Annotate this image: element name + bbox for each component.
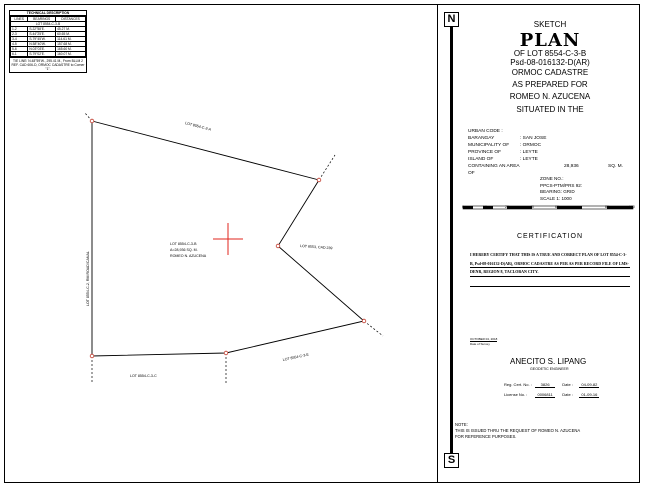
engineer-title: GEODETIC ENGINEER [530, 367, 569, 371]
col-lines: LINES [11, 17, 28, 22]
distance-cell: 114.61 M. [56, 37, 86, 42]
corner-marker-3 [276, 244, 280, 248]
note-line-1: THIS IS ISSUED THRU THE REQUEST OF ROMEO N. AZUCENA [455, 428, 581, 433]
reg-date-label: Date : [562, 382, 573, 387]
line-cell: 6-1 [11, 52, 28, 57]
title-block-divider [437, 4, 438, 483]
adjoining-line-se [364, 321, 383, 336]
scale-line: SCALE 1: 1000 [540, 195, 572, 201]
table-lot-title: LOT 8554-C-3-B [11, 22, 86, 27]
lot-number: OF LOT 8554-C-3-B [513, 49, 587, 58]
adjoining-line-ne [319, 155, 335, 180]
urban-code-value [520, 128, 590, 135]
survey-date: OCTOBER 04, 2018 [470, 337, 498, 341]
barangay-value: : SAN JOSE [520, 136, 547, 141]
reg-cert-row [504, 382, 605, 388]
bearing-line: BEARING: GRID [540, 189, 575, 194]
province-label: PROVINCE OF [468, 150, 502, 155]
license-label: License No. : [504, 392, 528, 397]
island-value: : LEYTE [520, 157, 538, 162]
scale-tick-label: 100 [629, 205, 635, 209]
certification-text: I HEREBY CERTIFY THAT THIS IS A TRUE AND CORRECT PLAN OF LOT 8554-C-3-B, Psd-08-016132-D(AR), ORMOC CADASTRE AS PER AS PER RECORD FILE OF LMS-DENR, REGION 8, TACLOBAN CITY. [470, 252, 629, 274]
urban-code-label: URBAN CODE : [468, 129, 503, 134]
lot-label-line-2: A=28,936 SQ. M. [170, 248, 198, 252]
note-line-2: FOR REFERENCE PURPOSES. [455, 434, 517, 439]
line-cell: 4-5 [11, 42, 28, 47]
certification-title: CERTIFICATION [516, 233, 584, 240]
bearing-cell: S.79°45'W. [28, 37, 56, 42]
col-distances: DISTANCES [56, 17, 86, 22]
reg-cert-no: 3826 [535, 382, 555, 388]
area-value: 28,936 [564, 164, 579, 169]
zone-no: ZONE NO.: [540, 176, 564, 181]
cadastre-name: ORMOC CADASTRE [511, 68, 589, 77]
ppcs-line: PPCS-PTM/PRS 92: [540, 182, 583, 188]
area-unit: SQ. M. [608, 164, 623, 169]
distance-cell: 160.07 M. [56, 52, 86, 57]
island-label: ISLAND OF [468, 157, 494, 162]
bottom-left-adjoining-label: LOT 8554-C-3-C [130, 374, 157, 378]
zone-info [540, 176, 582, 202]
area-label: CONTAINING AN AREA OF [468, 164, 520, 176]
bearing-cell: N.03°03'E. [28, 47, 56, 52]
distance-cell: 45.27 M. [56, 27, 86, 32]
left-adjoining-label: LOT 8554-C-2, RM ROAD/CANAL [86, 251, 90, 306]
reg-cert-label: Reg. Cert. No. : [504, 382, 532, 387]
scale-tick-label: 80 [605, 205, 609, 209]
corner-marker-6 [90, 354, 94, 358]
note-title: NOTE: [455, 422, 468, 427]
bottom-right-adjoining-label: LOT 8554-C-3-E [282, 352, 310, 362]
scale-tick-label: 20 [505, 205, 509, 209]
distance-cell: 60.65 M. [56, 32, 86, 37]
situated-in: SITUATED IN THE [516, 105, 584, 114]
province-value: : LEYTE [520, 150, 538, 155]
license-date-label: Date : [562, 392, 573, 397]
lot-label-line-3: ROMEO N. AZUCENA [170, 254, 207, 258]
corner-marker-1 [90, 119, 94, 123]
municipality-label: MUNICIPALITY OF [468, 143, 510, 148]
technical-description-title: TECHNICAL DESCRIPTION [10, 11, 86, 16]
right-adjoining-label: LOT 8553, CAD 239 [299, 244, 333, 251]
sketch-title: SKETCH [533, 20, 567, 29]
municipality-value: : ORMOC [520, 143, 542, 148]
license-row [504, 392, 605, 398]
line-cell: 5-6 [11, 47, 28, 52]
north-label: N [444, 12, 459, 27]
lot-label-line-1: LOT 8554-C-3-B [170, 242, 197, 246]
license-date: 01-09-16 [581, 392, 598, 397]
survey-date-caption: Date of Survey [470, 342, 490, 346]
top-adjoining-label: LOT 8554-C-3-A [184, 121, 212, 132]
psd-number: Psd-08-016132-D(AR) [510, 58, 590, 67]
prepared-for: AS PREPARED FOR [512, 80, 588, 89]
south-label: S [444, 453, 459, 468]
scale-tick-label: 10 [483, 205, 487, 209]
scale-tick-label: 40 [530, 205, 534, 209]
corner-marker-2 [317, 178, 321, 182]
col-bearings: BEARINGS [28, 17, 56, 22]
tie-line-text: TIE LINE: N.48°59'W., 295.41 M., From BLLM 2 REF. CAD 606-D, ORMOC CADASTRE to Corner "1". [11, 59, 85, 71]
reg-date: 04-09-82 [581, 382, 598, 387]
note-block [455, 422, 580, 440]
bearing-cell: S.22°58'E. [28, 27, 56, 32]
distance-cell: 157.68 M. [56, 42, 86, 47]
survey-date-block [470, 337, 497, 346]
owner-name: ROMEO N. AZUCENA [509, 92, 591, 101]
corner-marker-5 [224, 351, 228, 355]
bearing-cell: S.79°02'E. [28, 52, 56, 57]
scale-tick-label: 60 [555, 205, 559, 209]
line-cell: 3-4 [11, 37, 28, 42]
line-cell: 2-3 [11, 32, 28, 37]
location-info [468, 128, 623, 177]
line-cell: 1-2 [11, 27, 28, 32]
scale-tick-label: 0 [462, 205, 464, 209]
barangay-label: BARANGAY [468, 136, 495, 141]
bearing-cell: N.58°40'W. [28, 42, 56, 47]
distance-cell: 165.60 M. [56, 47, 86, 52]
plan-title: PLAN [519, 30, 581, 51]
license-no: 0006811 [535, 392, 555, 398]
corner-marker-4 [362, 319, 366, 323]
north-arrow-shaft [450, 27, 453, 453]
engineer-name: ANECITO S. LIPANG [510, 357, 587, 366]
north-arrow [444, 12, 459, 468]
bearing-cell: S.44°25'E. [28, 32, 56, 37]
